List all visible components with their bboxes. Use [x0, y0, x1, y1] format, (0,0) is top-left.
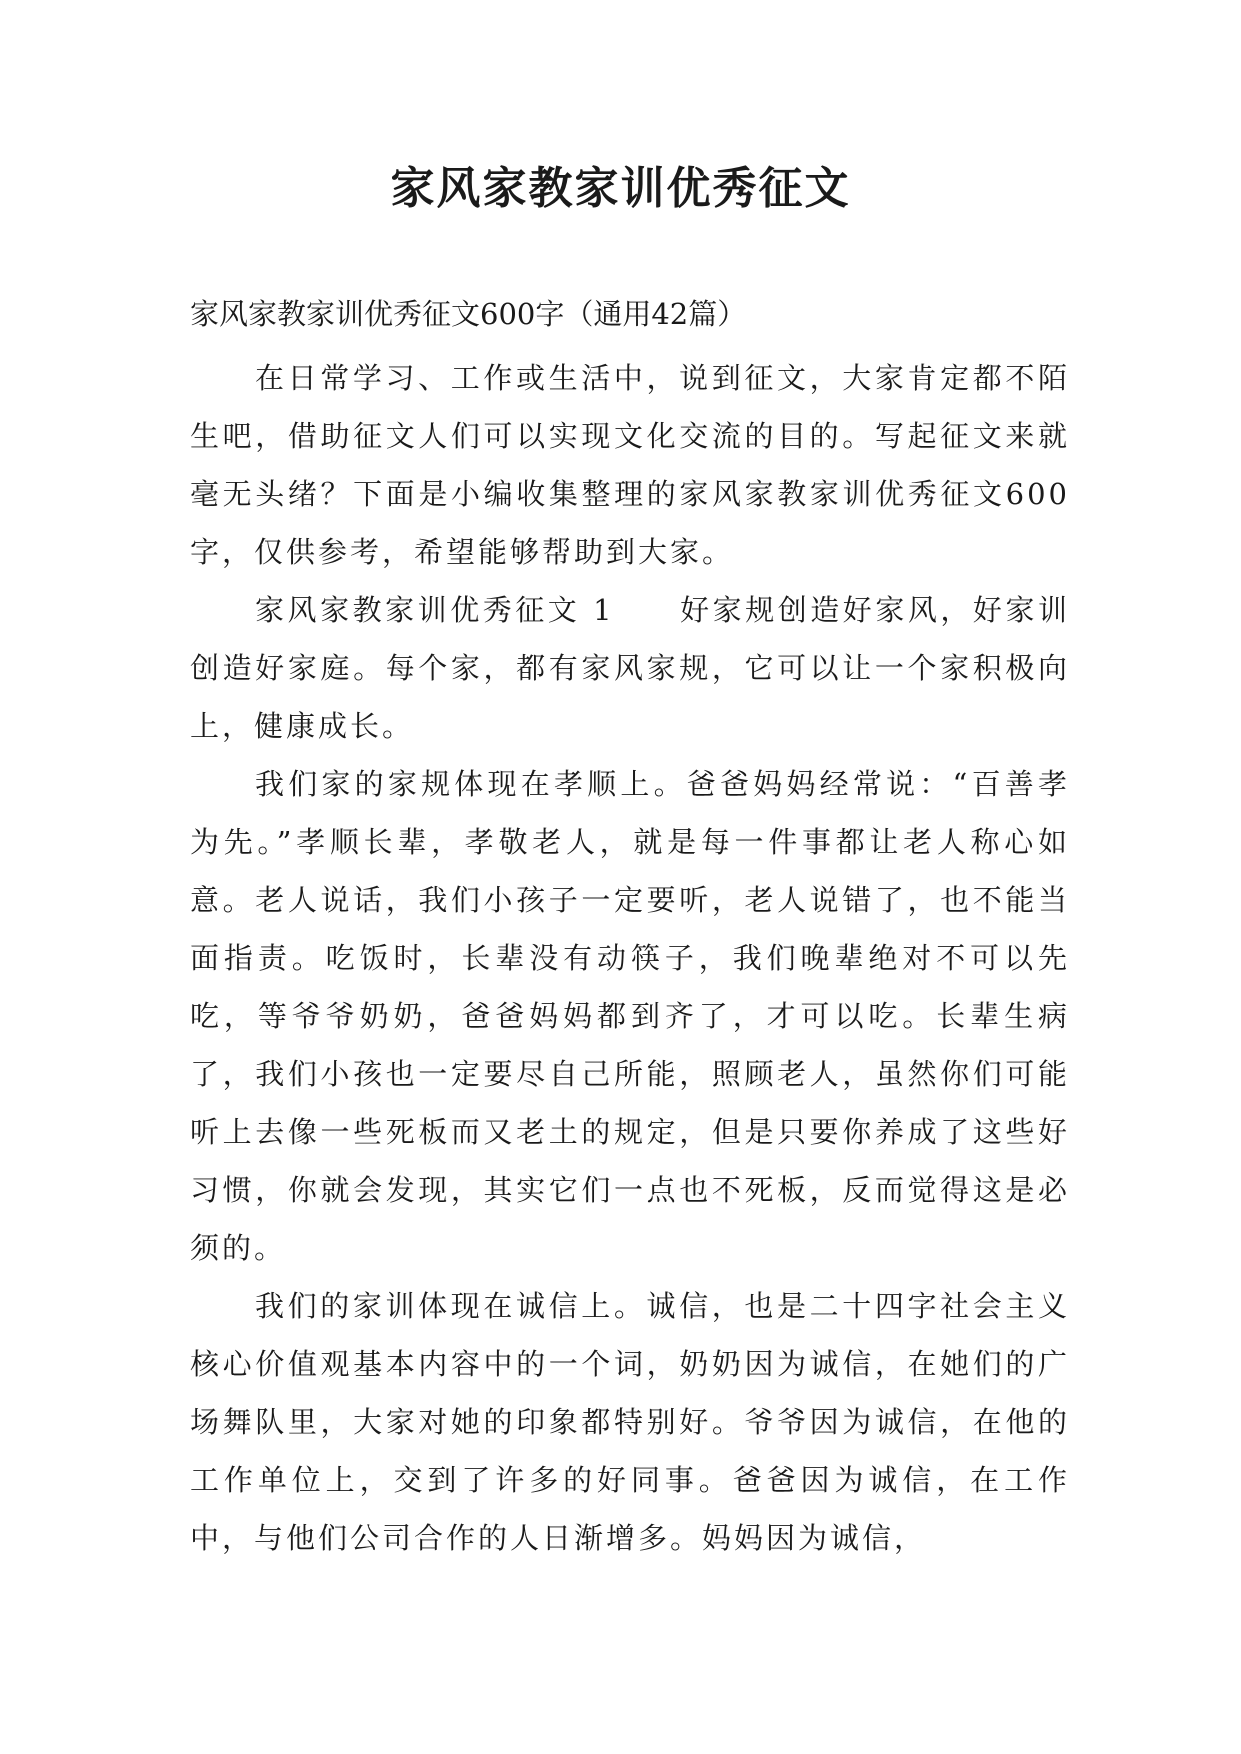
paragraph-integrity: 我们的家训体现在诚信上。诚信，也是二十四字社会主义核心价值观基本内容中的一个词，奶奶因为诚信，在她们的广场舞队里，大家对她的印象都特别好。爷爷因为诚信，在他的工作单位上，交到了许多的好同事。爸爸因为诚信，在工作中，与他们公司合作的人日渐增多。妈妈因为诚信，: [190, 1289, 1070, 1555]
document-subtitle: 家风家教家训优秀征文600字（通用42篇）: [190, 297, 747, 331]
paragraph-filial-piety: 我们家的家规体现在孝顺上。爸爸妈妈经常说：“百善孝为先。”孝顺长辈，孝敬老人，就是每一件事都让老人称心如意。老人说话，我们小孩子一定要听，老人说错了，也不能当面指责。吃饭时，长辈没有动筷子，我们晚辈绝对不可以先吃，等爷爷奶奶，爸爸妈妈都到齐了，才可以吃。长辈生病了，我们小孩也一定要尽自己所能，照顾老人，虽然你们可能听上去像一些死板而又老土的规定，但是只要你养成了这些好习惯，你就会发现，其实它们一点也不死板，反而觉得这是必须的。: [190, 767, 1070, 1265]
document-title: 家风家教家训优秀征文: [390, 163, 851, 214]
paragraph-intro: 在日常学习、工作或生活中，说到征文，大家肯定都不陌生吧，借助征文人们可以实现文化交流的目的。写起征文来就毫无头绪？下面是小编收集整理的家风家教家训优秀征文600字，仅供参考，希望能够帮助到大家。: [190, 361, 1070, 569]
paragraph-essay-1-opening: 家风家教家训优秀征文 1 好家规创造好家风，好家训创造好家庭。每个家，都有家风家规，它可以让一个家积极向上，健康成长。: [190, 593, 1070, 743]
document-body: [190, 349, 1070, 1567]
